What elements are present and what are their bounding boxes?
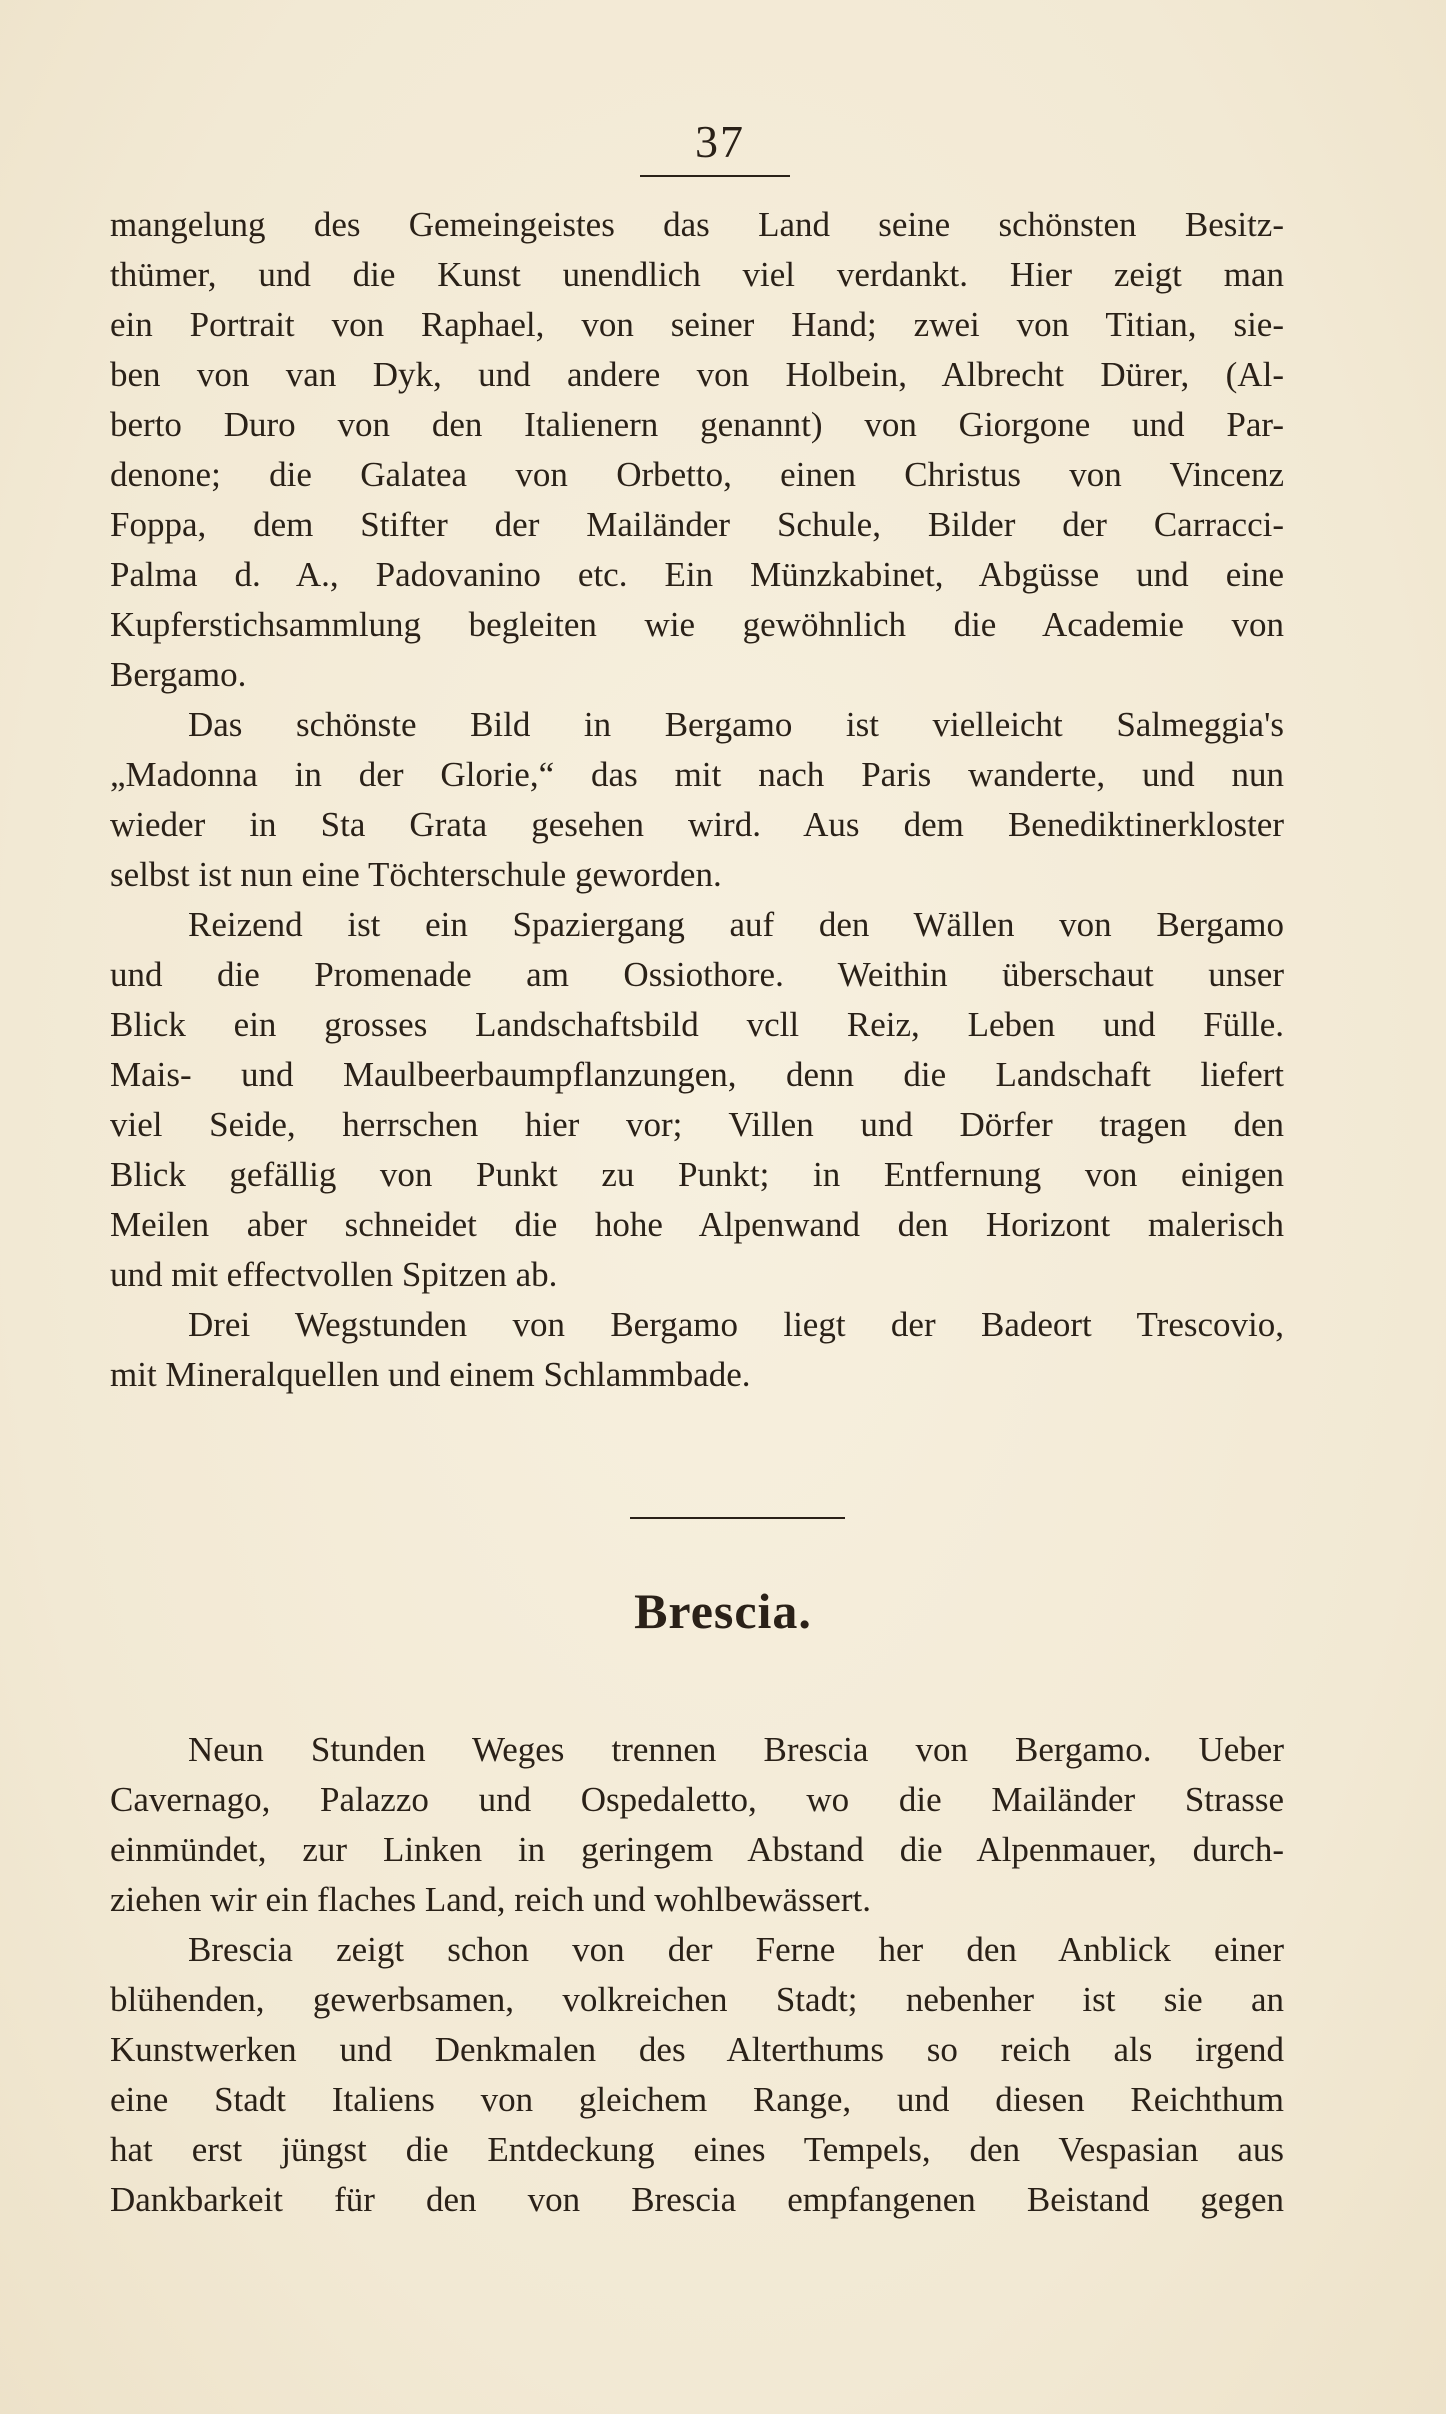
text-line: Neun Stunden Weges trennen Brescia von Bergamo. Ueber	[188, 1730, 1284, 1769]
text-line: Bergamo.	[110, 655, 247, 694]
text-line: berto Duro von den Italienern genannt) von Giorgone und Par-	[110, 405, 1284, 444]
text-line: Dankbarkeit für den von Brescia empfangenen Beistand gegen	[110, 2180, 1284, 2219]
paragraph-trescovio	[110, 1300, 1284, 1400]
text-line: Blick ein grosses Landschaftsbild vcll Reiz, Leben und Fülle.	[110, 1005, 1284, 1044]
text-line: selbst ist nun eine Töchterschule geworden.	[110, 855, 722, 894]
page-number: 37	[695, 116, 745, 167]
paragraph-salmeggia	[110, 700, 1284, 900]
text-line: ziehen wir ein flaches Land, reich und wohlbewässert.	[110, 1880, 871, 1919]
text-line: einmündet, zur Linken in geringem Abstand die Alpenmauer, durch-	[110, 1830, 1284, 1869]
text-line: Cavernago, Palazzo und Ospedaletto, wo die Mailänder Strasse	[110, 1780, 1284, 1819]
paragraph-route-to-brescia	[110, 1725, 1284, 1925]
paragraph-promenade	[110, 900, 1284, 1300]
text-line: eine Stadt Italiens von gleichem Range, und diesen Reichthum	[110, 2080, 1284, 2119]
text-line: Mais- und Maulbeerbaumpflanzungen, denn die Landschaft liefert	[110, 1055, 1284, 1094]
section-heading: Brescia.	[634, 1583, 812, 1639]
text-line: ein Portrait von Raphael, von seiner Hand; zwei von Titian, sie-	[110, 305, 1284, 344]
text-line: Reizend ist ein Spaziergang auf den Wällen von Bergamo	[188, 905, 1284, 944]
text-line: wieder in Sta Grata gesehen wird. Aus dem Benediktinerkloster	[110, 805, 1284, 844]
text-line: mit Mineralquellen und einem Schlammbade.	[110, 1355, 751, 1394]
section-divider	[630, 1517, 845, 1519]
text-line: Foppa, dem Stifter der Mailänder Schule, Bilder der Carracci-	[110, 505, 1284, 544]
text-line: viel Seide, herrschen hier vor; Villen und Dörfer tragen den	[110, 1105, 1284, 1144]
text-line: Kupferstichsammlung begleiten wie gewöhnlich die Academie von	[110, 605, 1284, 644]
text-line: Blick gefällig von Punkt zu Punkt; in Entfernung von einigen	[110, 1155, 1284, 1194]
text-line: Drei Wegstunden von Bergamo liegt der Badeort Trescovio,	[188, 1305, 1284, 1344]
text-line: thümer, und die Kunst unendlich viel verdankt. Hier zeigt man	[110, 255, 1284, 294]
text-line: „Madonna in der Glorie,“ das mit nach Paris wanderte, und nun	[110, 755, 1284, 794]
text-line: Meilen aber schneidet die hohe Alpenwand den Horizont malerisch	[110, 1205, 1284, 1244]
text-line: Palma d. A., Padovanino etc. Ein Münzkabinet, Abgüsse und eine	[110, 555, 1284, 594]
text-line: Das schönste Bild in Bergamo ist vielleicht Salmeggia's	[188, 705, 1284, 744]
text-line: und die Promenade am Ossiothore. Weithin überschaut unser	[110, 955, 1284, 994]
text-line: Kunstwerken und Denkmalen des Alterthums so reich als irgend	[110, 2030, 1284, 2069]
text-line: und mit effectvollen Spitzen ab.	[110, 1255, 558, 1294]
paragraph-academy-collection	[110, 200, 1284, 700]
text-line: mangelung des Gemeingeistes das Land seine schönsten Besitz-	[110, 205, 1284, 244]
text-line: Brescia zeigt schon von der Ferne her den Anblick einer	[188, 1930, 1284, 1969]
text-line: hat erst jüngst die Entdeckung eines Tempels, den Vespasian aus	[110, 2130, 1284, 2169]
text-line: blühenden, gewerbsamen, volkreichen Stadt; nebenher ist sie an	[110, 1980, 1284, 2019]
text-line: denone; die Galatea von Orbetto, einen Christus von Vincenz	[110, 455, 1284, 494]
paragraph-brescia-description	[110, 1925, 1284, 2225]
page-number-rule	[640, 175, 790, 177]
text-line: ben von van Dyk, und andere von Holbein, Albrecht Dürer, (Al-	[110, 355, 1284, 394]
